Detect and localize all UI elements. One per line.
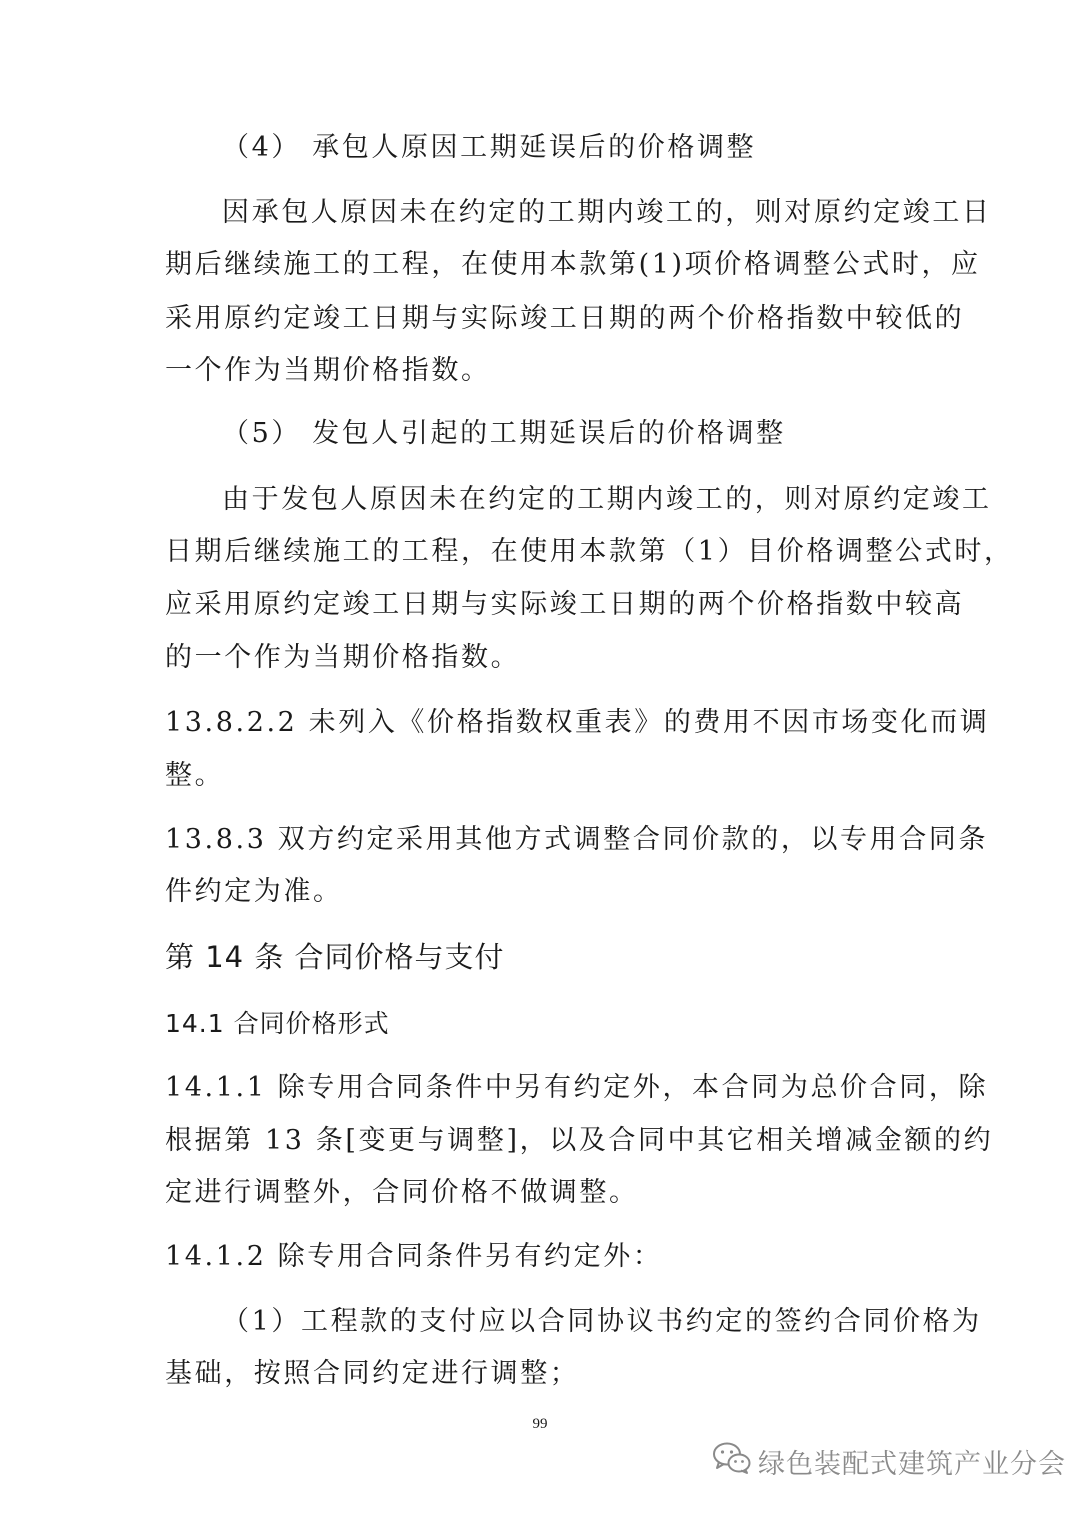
watermark-text: 绿色装配式建筑产业分会 (758, 1449, 1066, 1480)
paragraph-line: 应采用原约定竣工日期与实际竣工日期的两个价格指数中较高 (165, 589, 965, 620)
paragraph-line: 一个作为当期价格指数。 (165, 355, 491, 386)
paragraph-line: 因承包人原因未在约定的工期内竣工的，则对原约定竣工日 (222, 197, 992, 228)
paragraph-line: 采用原约定竣工日期与实际竣工日期的两个价格指数中较低的 (165, 303, 965, 334)
page-number: 99 (532, 1416, 548, 1432)
paragraph-line: 由于发包人原因未在约定的工期内竣工的，则对原约定竣工 (222, 484, 992, 515)
subsection-heading-4: （4） 承包人原因工期延误后的价格调整 (222, 132, 757, 163)
paragraph-line: 期后继续施工的工程，在使用本款第(1)项价格调整公式时，应 (165, 249, 981, 280)
watermark (712, 1441, 1066, 1482)
paragraph-line: 的一个作为当期价格指数。 (165, 642, 521, 673)
wechat-icon (712, 1441, 752, 1482)
list-item-1: （1）工程款的支付应以合同协议书约定的签约合同价格为 (222, 1306, 982, 1337)
paragraph-line: 件约定为准。 (165, 876, 343, 907)
clause-14-1-1: 14.1.1 除专用合同条件中另有约定外，本合同为总价合同，除 (165, 1072, 989, 1103)
paragraph-line: 基础，按照合同约定进行调整； (165, 1358, 580, 1389)
clause-13-8-2-2: 13.8.2.2 未列入《价格指数权重表》的费用不因市场变化而调 (165, 707, 990, 738)
paragraph-line: 定进行调整外，合同价格不做调整。 (165, 1177, 639, 1208)
clause-14-1-2: 14.1.2 除专用合同条件另有约定外： (165, 1241, 663, 1272)
section-14-1-heading: 14.1 合同价格形式 (165, 1009, 390, 1038)
paragraph-line: 日期后继续施工的工程，在使用本款第（1）目价格调整公式时， (165, 536, 1014, 567)
article-14-heading: 第 14 条 合同价格与支付 (165, 940, 505, 974)
subsection-heading-5: （5） 发包人引起的工期延误后的价格调整 (222, 418, 786, 449)
paragraph-line: 根据第 13 条[变更与调整]，以及合同中其它相关增减金额的约 (165, 1125, 994, 1156)
paragraph-line: 整。 (165, 760, 225, 791)
clause-13-8-3: 13.8.3 双方约定采用其他方式调整合同价款的，以专用合同条 (165, 824, 989, 855)
